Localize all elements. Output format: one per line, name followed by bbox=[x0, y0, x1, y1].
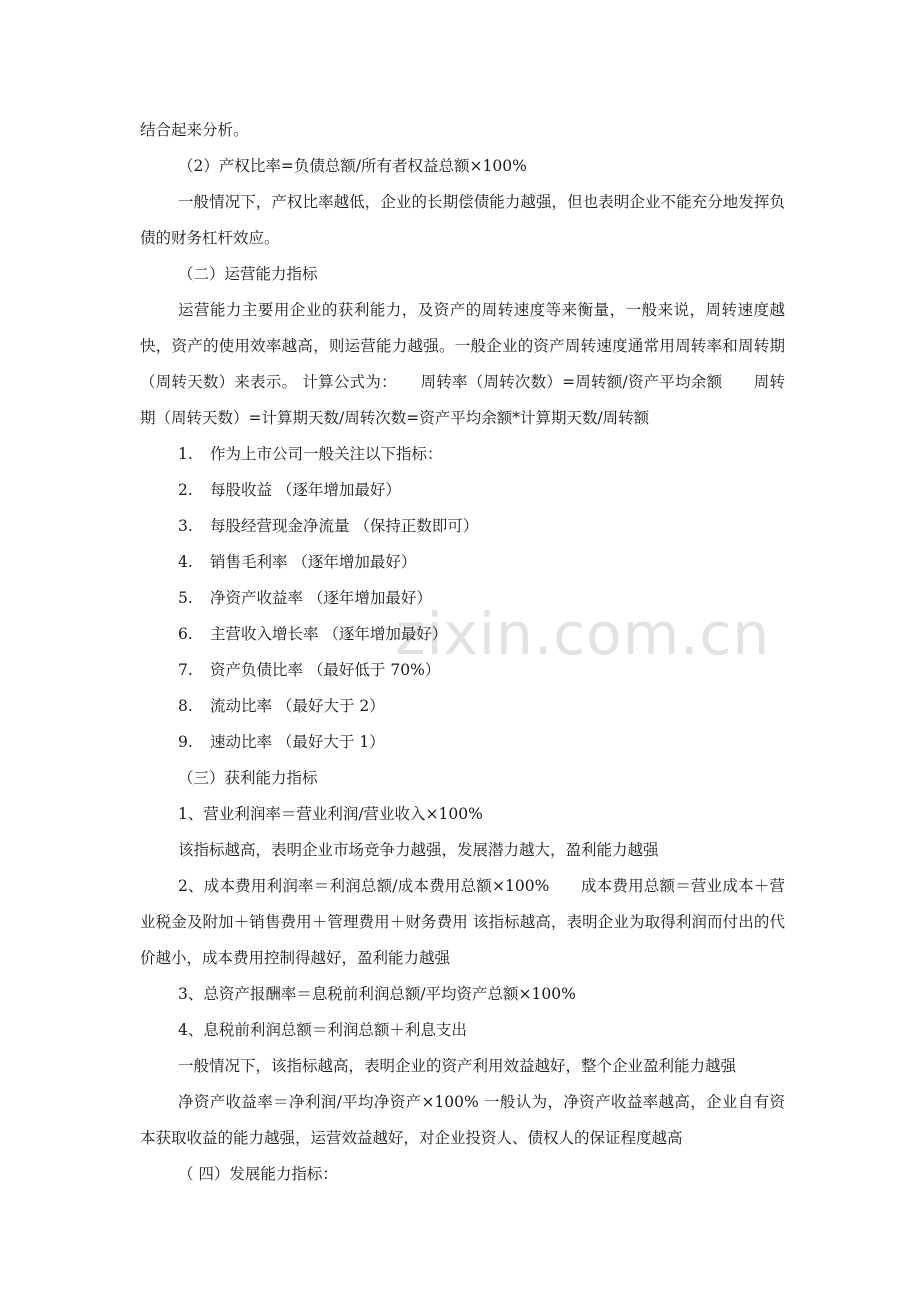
section-heading-operating: （二）运营能力指标 bbox=[177, 265, 318, 283]
section-heading-development: （ 四）发展能力指标： bbox=[177, 1165, 338, 1183]
list-item: 5. 净资产收益率 （逐年增加最好） bbox=[178, 589, 432, 607]
formula-total-asset-return: 3、总资产报酬率＝息税前利润总额/平均资产总额×100% bbox=[177, 985, 576, 1003]
paragraph-operating-capacity: 运营能力主要用企业的获利能力，及资产的周转速度等来衡量，一般来说，周转速度越快，资产的使用效率越高，则运营能力越强。一般企业的资产周转速度通常用周转率和周转期（周转天数）来表示。 计算公式为： 周转率（周转次数）=周转额/资产平均余额 周转期（周转天数）=计算期天数/周转次数=资产平均余额*计算期天数/周转额 bbox=[140, 301, 785, 427]
list-item: 8. 流动比率 （最好大于 2） bbox=[178, 697, 385, 715]
formula-cost-profit-ratio: 2、成本费用利润率＝利润总额/成本费用总额×100% 成本费用总额＝营业成本＋营业税金及附加＋销售费用＋管理费用＋财务费用 该指标越高，表明企业为取得利润而付出的代价越小，成本费用控制得越好，盈利能力越强 bbox=[140, 877, 785, 967]
formula-ebit: 4、息税前利润总额＝利润总额＋利息支出 bbox=[177, 1021, 467, 1039]
paragraph-operating-margin-note: 该指标越高，表明企业市场竞争力越强，发展潜力越大，盈利能力越强 bbox=[177, 841, 659, 859]
indicator-list bbox=[140, 436, 785, 760]
list-item: 7. 资产负债比率 （最好低于 70%） bbox=[178, 661, 441, 679]
formula-equity-ratio: （2）产权比率=负债总额/所有者权益总额×100% bbox=[177, 157, 527, 175]
list-item: 1. 作为上市公司一般关注以下指标： bbox=[178, 445, 443, 463]
document-body bbox=[140, 112, 785, 1192]
section-heading-profitability: （三）获利能力指标 bbox=[177, 769, 318, 787]
list-item: 3. 每股经营现金净流量 （保持正数即可） bbox=[178, 517, 479, 535]
list-item: 2. 每股收益 （逐年增加最好） bbox=[178, 481, 401, 499]
list-item: 6. 主营收入增长率 （逐年增加最好） bbox=[178, 625, 448, 643]
watermark: zixin.com.cn bbox=[395, 600, 771, 668]
paragraph-equity-ratio-note: 一般情况下，产权比率越低，企业的长期偿债能力越强，但也表明企业不能充分地发挥负债的财务杠杆效应。 bbox=[140, 193, 785, 247]
paragraph-intro-end: 结合起来分析。 bbox=[140, 121, 249, 139]
paragraph-ebit-note: 一般情况下，该指标越高，表明企业的资产利用效益越好，整个企业盈利能力越强 bbox=[177, 1057, 736, 1075]
formula-operating-margin: 1、营业利润率＝营业利润/营业收入×100% bbox=[177, 805, 483, 823]
paragraph-roe: 净资产收益率＝净利润/平均净资产×100% 一般认为，净资产收益率越高，企业自有资本获取收益的能力越强，运营效益越好，对企业投资人、债权人的保证程度越高 bbox=[140, 1093, 785, 1147]
list-item: 4. 销售毛利率 （逐年增加最好） bbox=[178, 553, 417, 571]
list-item: 9. 速动比率 （最好大于 1） bbox=[178, 733, 385, 751]
